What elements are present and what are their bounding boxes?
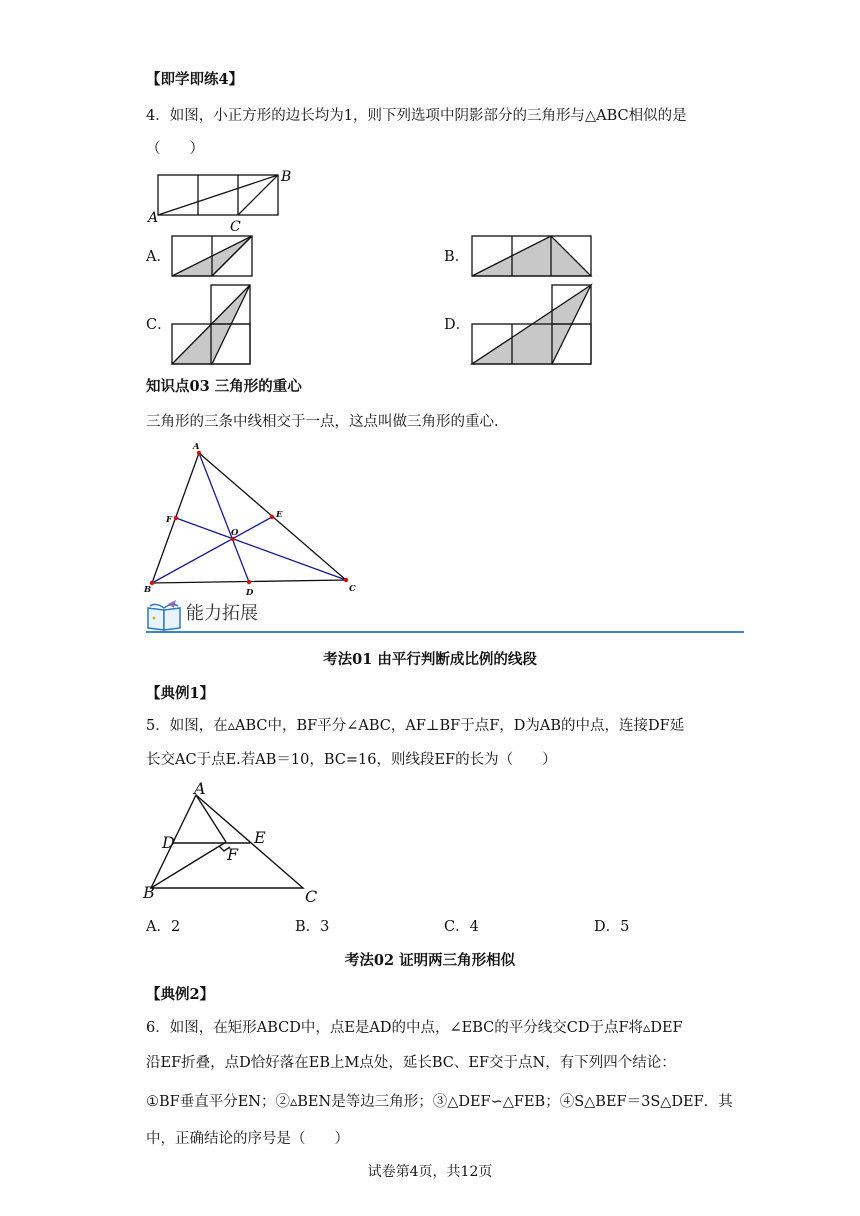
centroid-label-a: A xyxy=(193,442,200,452)
centroid-label-o: O xyxy=(231,528,239,538)
question-4-text: 4．如图，小正方形的边长均为1，则下列选项中阴影部分的三角形与△ABC相似的是 xyxy=(146,108,687,124)
example1-header: 【典例1】 xyxy=(146,685,215,702)
q5-choice-a[interactable]: A．2 xyxy=(146,919,181,935)
centroid-label-f: F xyxy=(166,515,173,525)
q4-label-b: B xyxy=(281,169,292,185)
option-b-label[interactable]: B． xyxy=(444,249,470,265)
kp03-title: 知识点03 三角形的重心 xyxy=(146,378,302,395)
banner-title: 能力拓展 xyxy=(186,603,258,624)
option-a-label[interactable]: A． xyxy=(146,249,171,265)
centroid-label-e: E xyxy=(276,510,283,520)
question-6-line2: 沿EF折叠，点D恰好落在EB上M点处，延长BC、EF交于点N，有下列四个结论： xyxy=(146,1055,676,1071)
question-6-line1: 6．如图，在矩形ABCD中，点E是AD的中点，∠EBC的平分线交CD于点F将▵DEF xyxy=(146,1020,683,1036)
centroid-label-d: D xyxy=(246,588,254,598)
q5-choice-d[interactable]: D．5 xyxy=(594,919,630,935)
q5-label-c: C xyxy=(305,887,318,906)
q5-label-f: F xyxy=(227,845,239,864)
method01-title: 考法01 由平行判断成比例的线段 xyxy=(323,651,537,668)
q5-label-b: B xyxy=(143,883,155,902)
q5-label-a: A xyxy=(194,779,206,798)
q4-label-a: A xyxy=(148,210,159,226)
page-footer: 试卷第4页，共12页 xyxy=(367,1164,493,1180)
q5-choice-c[interactable]: C．4 xyxy=(444,919,479,935)
kp03-text: 三角形的三条中线相交于一点，这点叫做三角形的重心. xyxy=(146,414,499,430)
option-c-label[interactable]: C． xyxy=(146,317,172,333)
q5-choice-b[interactable]: B．3 xyxy=(295,919,330,935)
question-6-line3: ①BF垂直平分EN；②▵BEN是等边三角形；③△DEF∽△FEB；④S△BEF＝3S△DEF．其 xyxy=(146,1094,733,1110)
question-5-line1: 5．如图，在▵ABC中，BF平分∠ABC，AF⊥BF于点F，D为AB的中点，连接DF延 xyxy=(146,718,685,734)
q5-label-d: D xyxy=(162,833,175,852)
example2-header: 【典例2】 xyxy=(146,986,215,1003)
question-6-line4: 中，正确结论的序号是（ ） xyxy=(146,1131,349,1147)
q5-label-e: E xyxy=(254,828,266,847)
question-5-line2: 长交AC于点E.若AB＝10，BC=16，则线段EF的长为（ ） xyxy=(146,752,557,768)
centroid-label-c: C xyxy=(349,584,356,594)
centroid-label-b: B xyxy=(144,585,152,595)
practice-header: 【即学即练4】 xyxy=(146,71,244,88)
question-4-paren: （ ） xyxy=(146,141,204,157)
method02-title: 考法02 证明两三角形相似 xyxy=(344,952,516,969)
q4-label-c: C xyxy=(230,219,241,235)
option-d-label[interactable]: D． xyxy=(444,317,471,333)
